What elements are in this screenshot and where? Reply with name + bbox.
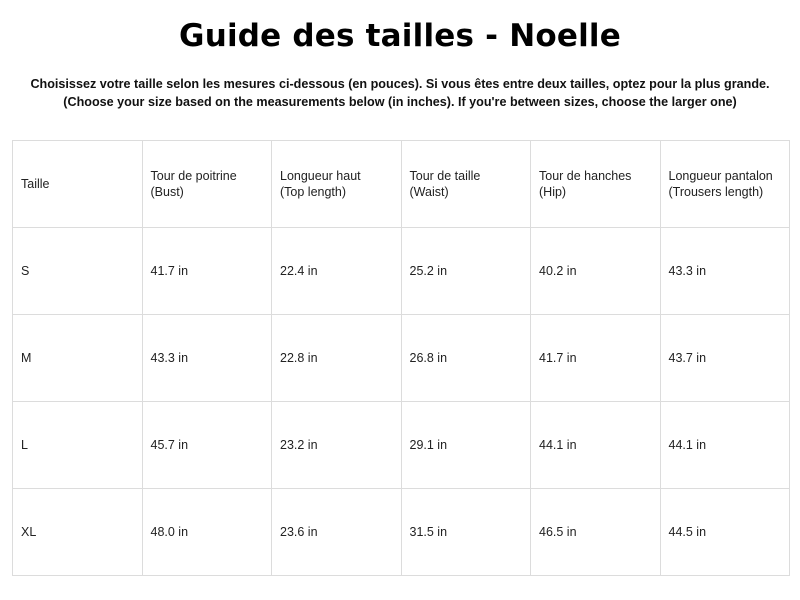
- cell-hip: 41.7 in: [531, 315, 661, 402]
- table-row-xl: [13, 489, 790, 576]
- header-cell-trousers-length: Longueur pantalon (Trousers length): [660, 141, 790, 228]
- cell-hip: 46.5 in: [531, 489, 661, 576]
- page-title: Guide des tailles - Noelle: [179, 18, 621, 54]
- cell-trousers-length: 43.3 in: [660, 228, 790, 315]
- cell-waist: 31.5 in: [401, 489, 531, 576]
- cell-size: M: [13, 315, 143, 402]
- cell-bust: 48.0 in: [142, 489, 272, 576]
- cell-hip: 44.1 in: [531, 402, 661, 489]
- table-row-s: [13, 228, 790, 315]
- cell-bust: 41.7 in: [142, 228, 272, 315]
- cell-top-length: 22.4 in: [272, 228, 402, 315]
- subtitle-english: (Choose your size based on the measurements below (in inches). If you're between sizes, choose the larger one): [63, 95, 737, 109]
- size-table: [12, 140, 790, 576]
- table-row-l: [13, 402, 790, 489]
- header-cell-size: Taille: [13, 141, 143, 228]
- cell-top-length: 23.2 in: [272, 402, 402, 489]
- header-row: [13, 141, 790, 228]
- cell-waist: 25.2 in: [401, 228, 531, 315]
- subtitle-french: Choisissez votre taille selon les mesures ci-dessous (en pouces). Si vous êtes entre deux tailles, optez pour la plus grande.: [30, 77, 770, 91]
- cell-top-length: 23.6 in: [272, 489, 402, 576]
- cell-waist: 26.8 in: [401, 315, 531, 402]
- cell-trousers-length: 44.5 in: [660, 489, 790, 576]
- header-cell-bust: Tour de poitrine (Bust): [142, 141, 272, 228]
- header-cell-top-length: Longueur haut (Top length): [272, 141, 402, 228]
- table-row-m: [13, 315, 790, 402]
- cell-waist: 29.1 in: [401, 402, 531, 489]
- header-cell-hip: Tour de hanches (Hip): [531, 141, 661, 228]
- cell-trousers-length: 44.1 in: [660, 402, 790, 489]
- cell-top-length: 22.8 in: [272, 315, 402, 402]
- cell-size: S: [13, 228, 143, 315]
- cell-size: L: [13, 402, 143, 489]
- header-cell-waist: Tour de taille (Waist): [401, 141, 531, 228]
- cell-size: XL: [13, 489, 143, 576]
- cell-trousers-length: 43.7 in: [660, 315, 790, 402]
- cell-bust: 45.7 in: [142, 402, 272, 489]
- cell-hip: 40.2 in: [531, 228, 661, 315]
- cell-bust: 43.3 in: [142, 315, 272, 402]
